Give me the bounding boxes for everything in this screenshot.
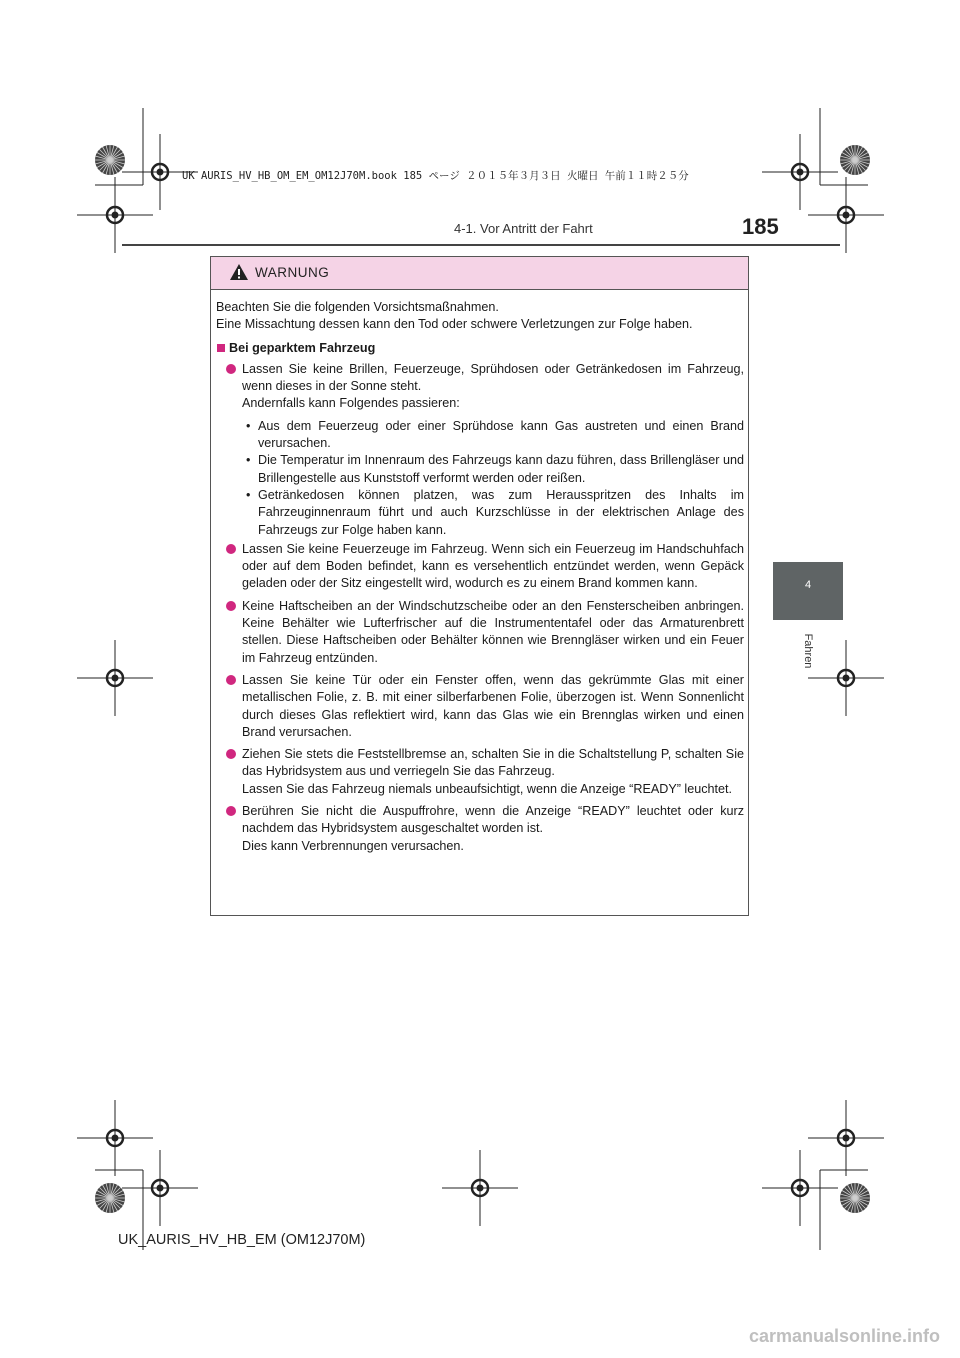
crosshair-mark-icon (77, 177, 153, 253)
chapter-tab (773, 562, 843, 620)
item-text: Keine Haftscheiben an der Windschutzscheibe oder an den Fensterscheiben anbringen. Keine Behälter wie Lufterfrischer auf die Instrumententafel oder das Armaturenbrett stellen. Diese Haftscheiben oder Behälter können wie Brenngläser wirken und ein Feuer im Fahrzeug entzünden. (242, 598, 744, 665)
item-text: Ziehen Sie stets die Feststellbremse an, schalten Sie in die Schaltstellung P, schalten Sie das Hybridsystem aus und verriegeln Sie das Fahrzeug. (242, 747, 744, 779)
chapter-number: 4 (804, 579, 812, 591)
round-bullet-icon (226, 544, 236, 554)
round-bullet-icon (226, 749, 236, 759)
item-text: Lassen Sie keine Tür oder ein Fenster offen, wenn das gekrümmte Glas mit einer metallischen Folie, z. B. mit einer silberfarbenen Folie, überzogen ist. Wenn Sonnenlicht durch dieses Glas reflektiert wird, kann das Glas wie ein Brennglas wirken und einen Brand verursachen. (242, 672, 744, 739)
crosshair-mark-icon (808, 1100, 884, 1176)
square-bullet-icon (217, 344, 225, 352)
round-bullet-icon (226, 675, 236, 685)
warning-body (216, 299, 744, 860)
warning-item (216, 746, 744, 798)
crosshair-mark-icon (77, 1100, 153, 1176)
warning-item (216, 541, 744, 593)
warning-item (216, 803, 744, 855)
round-bullet-icon (226, 601, 236, 611)
intro-line: Eine Missachtung dessen kann den Tod oder schwere Verletzungen zur Folge haben. (216, 317, 693, 332)
watermark: carmanualsonline.info (748, 1326, 940, 1346)
crosshair-mark-icon (122, 1150, 198, 1226)
list-item: • Getränkedosen können platzen, was zum Herausspritzen des Inhalts im Fahrzeuginnenraum führt und auch Kurzschlüsse in der elektrischen Anlage des Fahrzeugs zur Folge haben kann. (242, 487, 744, 539)
document-footer: UK_AURIS_HV_HB_EM (OM12J70M) (118, 1232, 366, 1248)
crosshair-mark-icon (808, 640, 884, 716)
rosette-mark-icon (95, 145, 125, 175)
warning-box (210, 256, 749, 916)
warning-intro (216, 299, 744, 334)
warning-subheading (216, 340, 744, 357)
warning-item (216, 598, 744, 667)
header-rule (122, 244, 840, 246)
chapter-label: Fahren (802, 633, 814, 669)
crosshair-mark-icon (762, 134, 838, 210)
rosette-mark-icon (840, 145, 870, 175)
intro-line: Beachten Sie die folgenden Vorsichtsmaßnahmen. (216, 300, 499, 314)
warning-subitems (242, 418, 744, 539)
warning-item (216, 672, 744, 741)
print-info-line: UK AURIS_HV_HB_OM_EM_OM12J70M.book 185 ページ ２０１５年３月３日 火曜日 午前１１時２５分 (182, 170, 689, 182)
item-text: Lassen Sie das Fahrzeug niemals unbeaufsichtigt, wenn die Anzeige “READY” leuchtet. (242, 781, 733, 796)
warning-item (216, 361, 744, 413)
section-title: 4-1. Vor Antritt der Fahrt (454, 221, 593, 236)
rosette-mark-icon (95, 1183, 125, 1213)
crosshair-mark-icon (442, 1150, 518, 1226)
list-item: • Die Temperatur im Innenraum des Fahrzeugs kann dazu führen, dass Brillengläser und Brillengestelle aus Kunststoff verformt werden oder reißen. (242, 452, 744, 487)
warning-title: WARNUNG (255, 265, 330, 280)
item-text: Dies kann Verbrennungen verursachen. (242, 838, 464, 853)
subheading-text: Bei geparktem Fahrzeug (229, 340, 376, 355)
crosshair-mark-icon (808, 177, 884, 253)
item-text: Berühren Sie nicht die Auspuffrohre, wenn die Anzeige “READY” leuchtet oder kurz nachdem das Hybridsystem ausgeschaltet worden ist. (242, 804, 744, 836)
item-text: Lassen Sie keine Feuerzeuge im Fahrzeug. Wenn sich ein Feuerzeug im Handschuhfach oder auf dem Boden befindet, kann es versehentlich entzündet werden, wenn Gepäck geladen oder der Sitz eingestellt wird, wodurch es zu einem Brand kommen kann. (242, 541, 744, 591)
rosette-mark-icon (840, 1183, 870, 1213)
item-text: Andernfalls kann Folgendes passieren: (242, 396, 460, 411)
list-item: • Aus dem Feuerzeug oder einer Sprühdose kann Gas austreten und einen Brand verursachen. (242, 418, 744, 453)
page-number: 185 (742, 214, 779, 239)
warning-triangle-icon (229, 263, 249, 281)
item-text: Lassen Sie keine Brillen, Feuerzeuge, Sprühdosen oder Getränkedosen im Fahrzeug, wenn dieses in der Sonne steht. (242, 361, 744, 394)
crosshair-mark-icon (762, 1150, 838, 1226)
round-bullet-icon (226, 806, 236, 816)
warning-header (211, 257, 748, 290)
round-bullet-icon (226, 364, 236, 374)
crosshair-mark-icon (77, 640, 153, 716)
